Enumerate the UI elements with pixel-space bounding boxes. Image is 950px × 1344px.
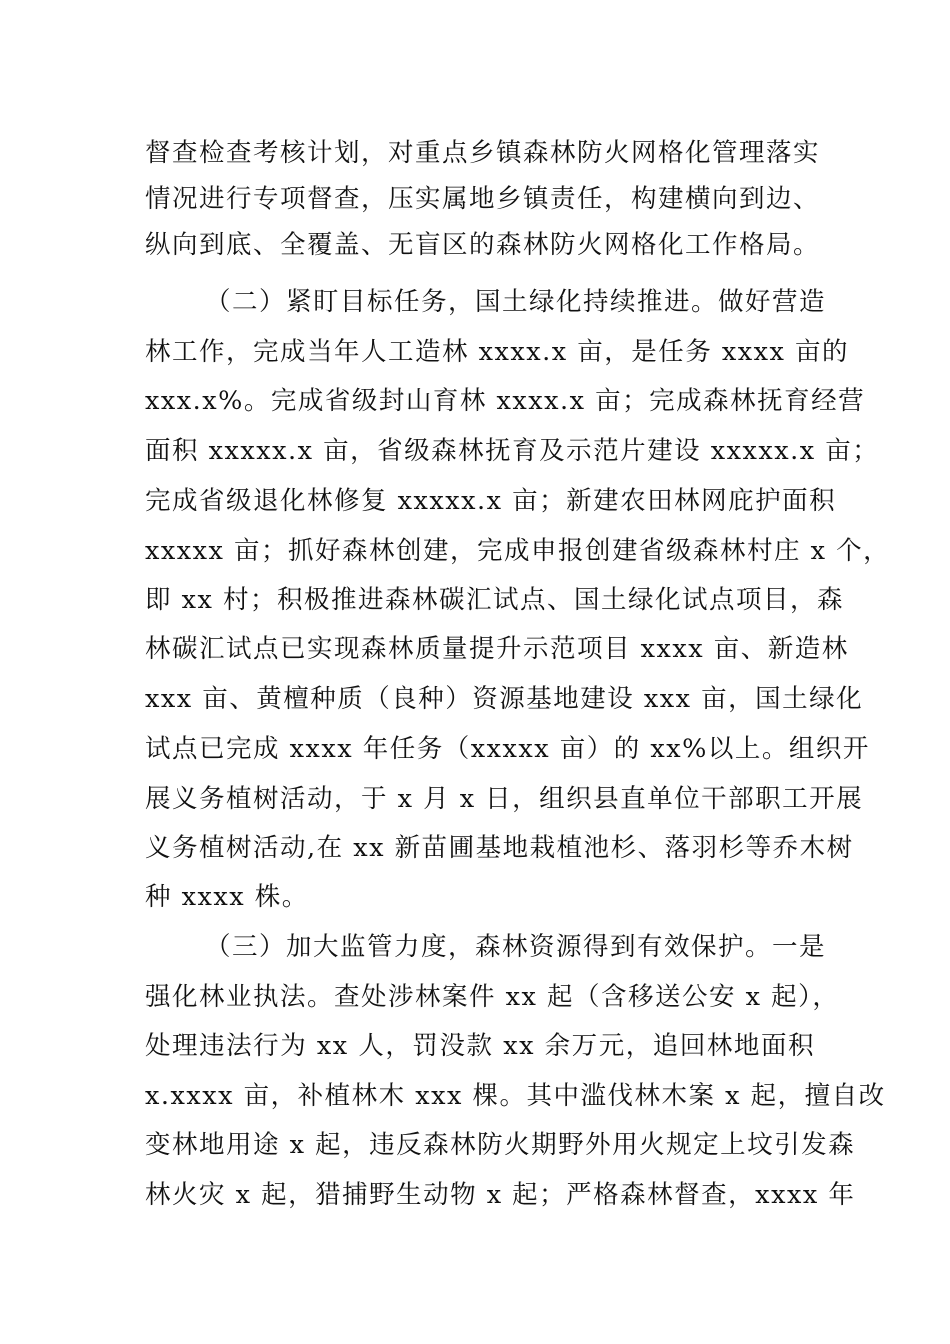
- text-line: 情况进行专项督查，压实属地乡镇责任，构建横向到边、: [145, 184, 821, 214]
- text-line: xxxxx 亩；抓好森林创建，完成申报创建省级森林村庄 x 个，: [145, 536, 891, 566]
- text-line: 完成省级退化林修复 xxxxx.x 亩；新建农田林网庇护面积: [145, 486, 837, 516]
- text-line: 处理违法行为 xx 人，罚没款 xx 余万元，追回林地面积: [145, 1031, 815, 1061]
- text-line: 试点已完成 xxxx 年任务（xxxxx 亩）的 xx%以上。组织开: [145, 734, 870, 764]
- text-line: 林火灾 x 起，猎捕野生动物 x 起；严格森林督查，xxxx 年: [145, 1180, 856, 1210]
- text-line: 强化林业执法。查处涉林案件 xx 起（含移送公安 x 起），: [145, 982, 840, 1012]
- text-line: 林工作，完成当年人工造林 xxxx.x 亩，是任务 xxxx 亩的: [145, 337, 849, 367]
- text-line: xxx 亩、黄檀种质（良种）资源基地建设 xxx 亩，国土绿化: [145, 684, 864, 714]
- text-line: 纵向到底、全覆盖、无盲区的森林防火网格化工作格局。: [145, 230, 821, 260]
- text-line: 林碳汇试点已实现森林质量提升示范项目 xxxx 亩、新造林: [145, 634, 849, 664]
- text-line: 督查检查考核计划，对重点乡镇森林防火网格化管理落实: [145, 138, 821, 168]
- text-line: 面积 xxxxx.x 亩，省级森林抚育及示范片建设 xxxxx.x 亩；: [145, 436, 880, 466]
- paragraph-heading-line: （二）紧盯目标任务，国土绿化持续推进。做好营造: [205, 287, 827, 317]
- text-line: 展义务植树活动，于 x 月 x 日，组织县直单位干部职工开展: [145, 784, 864, 814]
- text-line: 种 xxxx 株。: [145, 882, 309, 912]
- text-line: x.xxxx 亩，补植林木 xxx 棵。其中滥伐林木案 x 起，擅自改: [145, 1081, 886, 1111]
- text-line: xxx.x%。完成省级封山育林 xxxx.x 亩；完成森林抚育经营: [145, 386, 866, 416]
- text-line: 变林地用途 x 起，违反森林防火期野外用火规定上坟引发森: [145, 1130, 856, 1160]
- text-line: 义务植树活动,在 xx 新苗圃基地栽植池杉、落羽杉等乔木树: [145, 833, 854, 863]
- text-line: 即 xx 村；积极推进森林碳汇试点、国土绿化试点项目，森: [145, 585, 844, 615]
- paragraph-heading-line: （三）加大监管力度，森林资源得到有效保护。一是: [205, 932, 827, 962]
